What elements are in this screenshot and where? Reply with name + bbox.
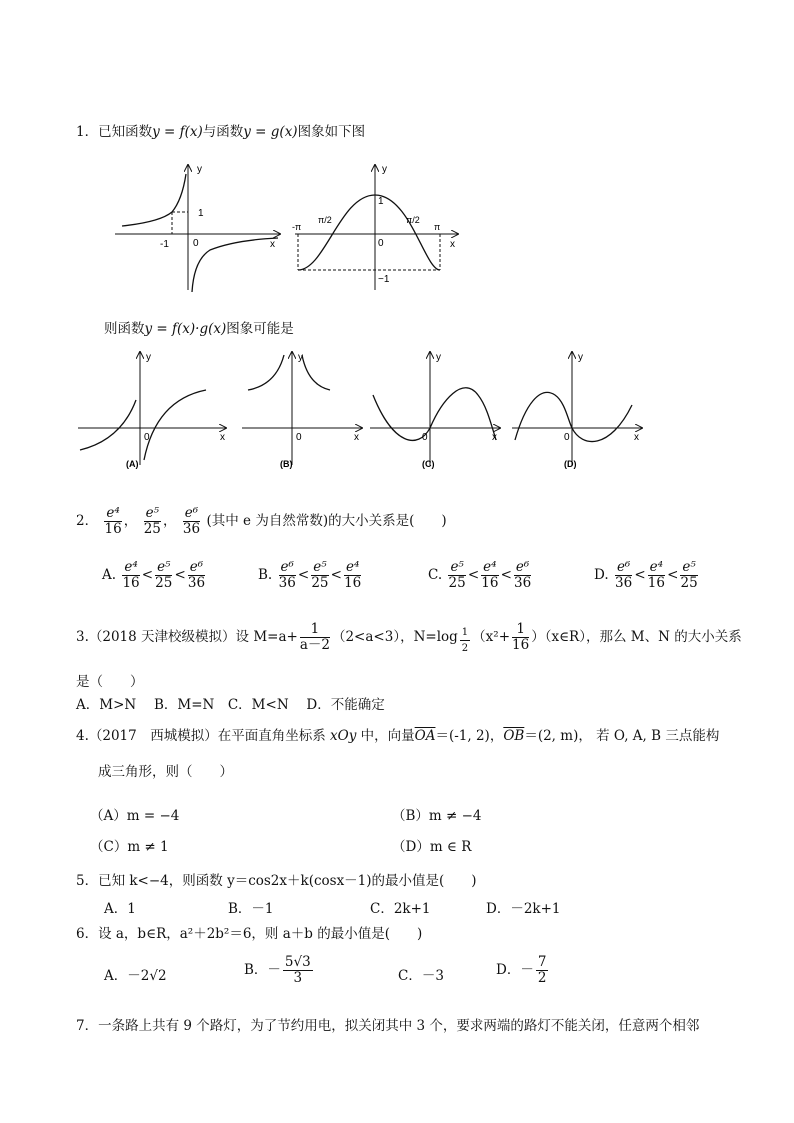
- choice-a-graph[interactable]: [76, 350, 236, 470]
- q4-stem: 4.（2017 西城模拟）在平面直角坐标系 xOy 中，向量$\overline{OA}=(-1$, 2)，$\overline{OB}=(2$, m)， 若 O, A, B 三点能构: [76, 728, 720, 744]
- svg-text:1: 1: [378, 196, 384, 207]
- gx-curve: [298, 195, 440, 270]
- q5-option-c[interactable]: C．2k+1: [370, 901, 431, 917]
- fx-right-branch: [192, 238, 278, 292]
- q3-options[interactable]: A．M>N B．M=N C．M<N D．不能确定: [76, 697, 385, 713]
- choice-c-graph[interactable]: [368, 350, 508, 470]
- q2-term-3: $\frac{\text{e⁶}}{36}$: [182, 505, 201, 537]
- choice-d-graph[interactable]: [510, 350, 650, 470]
- choice-b-graph[interactable]: [240, 350, 370, 470]
- q6-option-d[interactable]: D．－ $\frac{7}{2}$: [496, 954, 547, 986]
- q2-option-a[interactable]: A. $\frac{\text{e⁴}}{16}$ < $\frac{\text{e⁵}}{25}$ < $\frac{\text{e⁶}}{36}$: [102, 559, 206, 591]
- gx-graph: [290, 160, 470, 295]
- q1-sub: 则函数y = f(x)·g(x)图象可能是: [104, 321, 294, 337]
- q7-stem: 7．一条路上共有 9 个路灯，为了节约用电，拟关闭其中 3 个，要求两端的路灯不能关闭，任意两个相邻: [76, 1018, 700, 1034]
- svg-text:x: x: [450, 239, 455, 250]
- origin-label: 0: [193, 238, 199, 249]
- q5-option-d[interactable]: D．－2k+1: [486, 901, 561, 917]
- q1-stem: 1．已知函数y = f(x)与函数y = g(x)图象如下图: [76, 124, 366, 140]
- fx-graph: [110, 160, 290, 295]
- q5-option-a[interactable]: A．1: [104, 901, 136, 917]
- svg-text:x: x: [634, 432, 639, 443]
- svg-text:0: 0: [144, 432, 150, 443]
- q5-stem: 5．已知 k<−4，则函数 y＝cos2x＋k(cosx－1)的最小值是( ): [76, 873, 477, 889]
- svg-text:x: x: [220, 432, 225, 443]
- q2-stem: 2． $\frac{\text{e⁴}}{16}$ ， $\frac{\text{e⁵}}{25}$ ， $\frac{\text{e⁶}}{36}$ (其中 e 为自然常数)的大小关系是( ): [76, 505, 447, 537]
- q2-option-b[interactable]: B. $\frac{\text{e⁶}}{36}$ < $\frac{\text{e⁵}}{25}$ < $\frac{\text{e⁴}}{16}$: [258, 559, 362, 591]
- q2-option-d[interactable]: D. $\frac{\text{e⁶}}{36}$ < $\frac{\text{e⁴}}{16}$ < $\frac{\text{e⁵}}{25}$: [594, 559, 698, 591]
- choice-d-label: (D): [564, 459, 577, 469]
- svg-text:y: y: [382, 164, 387, 175]
- svg-text:y: y: [298, 352, 303, 363]
- svg-text:−1: −1: [378, 274, 390, 285]
- svg-text:-π: -π: [292, 222, 302, 232]
- svg-text:x: x: [492, 432, 497, 443]
- q6-option-c[interactable]: C．－3: [398, 968, 444, 984]
- q6-option-a[interactable]: A．－2√2: [104, 968, 167, 984]
- q6-option-b[interactable]: B．－ $\frac{5√3}{3}$: [244, 954, 311, 986]
- neg-one-label: -1: [160, 239, 169, 250]
- svg-text:π/2: π/2: [406, 215, 420, 225]
- q4-line2: 成三角形，则（ ）: [98, 764, 233, 780]
- q4-option-d[interactable]: （D）m ∈ R: [392, 839, 472, 855]
- svg-text:0: 0: [378, 238, 384, 249]
- svg-text:0: 0: [564, 432, 570, 443]
- svg-text:π/2: π/2: [318, 215, 332, 225]
- choice-b-label: (B): [280, 459, 293, 469]
- y-label: y: [197, 164, 202, 175]
- svg-text:y: y: [578, 352, 583, 363]
- q5-option-b[interactable]: B．－1: [228, 901, 274, 917]
- choice-c-label: (C): [422, 459, 435, 469]
- q3-stem: 3.（2018 天津校级模拟）设 M=a+ $\frac{1}{a-2}$ （2<a<3），N=log $\frac{1}{2}$ （x²+ $\frac{1}{16}$ ）（x∈R），那么 M、N 的大小关系: [76, 621, 742, 654]
- svg-text:0: 0: [296, 432, 302, 443]
- fx-left-branch: [122, 174, 186, 226]
- q2-term-1: $\frac{\text{e⁴}}{16}$: [104, 505, 122, 537]
- svg-text:0: 0: [422, 432, 428, 443]
- svg-text:y: y: [146, 352, 151, 363]
- q4-option-c[interactable]: （C）m ≠ 1: [90, 839, 169, 855]
- svg-text:π: π: [434, 222, 441, 232]
- x-label: x: [270, 239, 275, 250]
- choice-a-label: (A): [126, 459, 139, 469]
- q6-stem: 6．设 a，b∈R，a²＋2b²＝6，则 a＋b 的最小值是( ): [76, 926, 423, 942]
- q2-option-c[interactable]: C. $\frac{\text{e⁵}}{25}$ < $\frac{\text{e⁴}}{16}$ < $\frac{\text{e⁶}}{36}$: [428, 559, 532, 591]
- svg-text:y: y: [436, 352, 441, 363]
- q4-option-a[interactable]: （A）m = −4: [90, 808, 180, 824]
- q3-line2: 是（ ）: [76, 674, 144, 690]
- q2-term-2: $\frac{\text{e⁵}}{25}$: [143, 505, 161, 537]
- q4-option-b[interactable]: （B）m ≠ −4: [392, 808, 482, 824]
- one-label: 1: [198, 208, 204, 219]
- svg-text:x: x: [354, 432, 359, 443]
